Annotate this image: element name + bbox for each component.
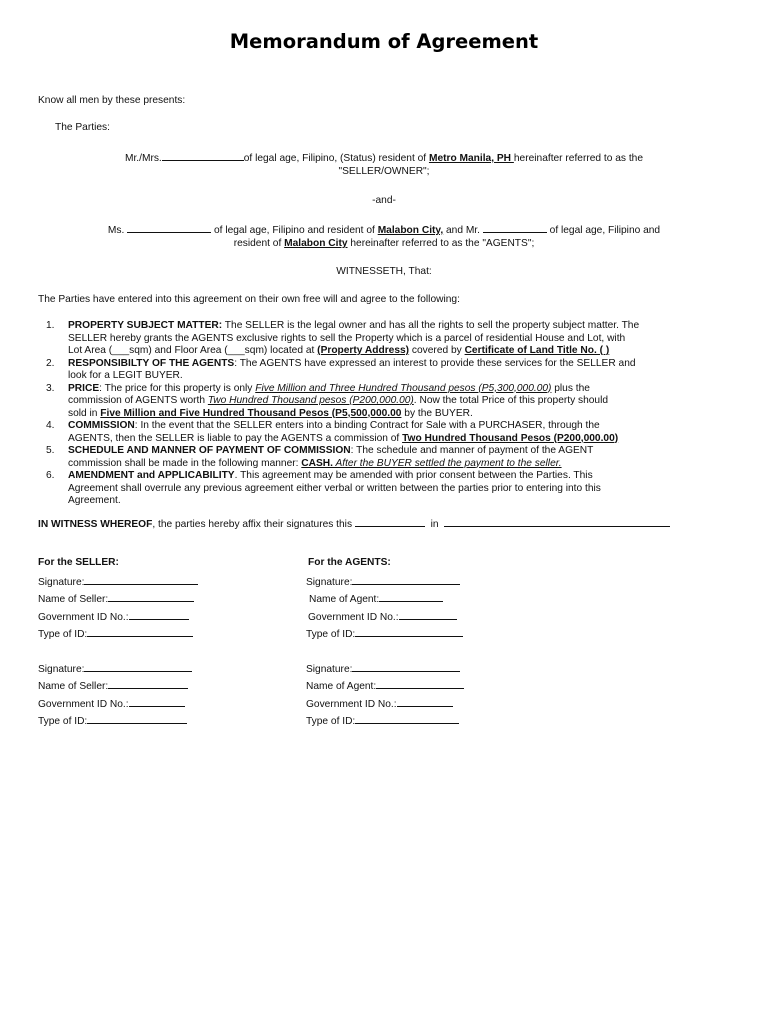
place-blank [444,516,670,527]
agents-party-line: Ms. of legal age, Filipino and resident of Malabon City, and Mr. of legal age, Filipino and [0,222,768,238]
intro-text: Know all men by these presents: [38,95,186,106]
seller-name-blank [162,150,244,161]
parties-heading: The Parties: [55,122,110,133]
witness-heading: IN WITNESS WHEREOF [38,519,153,530]
agent1-name-blank [127,222,211,233]
agent-govid-field: Government ID No.: [308,609,457,623]
agents-block-heading: For the AGENTS: [308,557,391,568]
clause-heading: PROPERTY SUBJECT MATTER: [68,320,223,331]
agent2-location: Malabon City [284,238,348,249]
seller-name-field: Name of Seller: [38,591,194,605]
seller-party-line: Mr./Mrs. of legal age, Filipino, (Status) resident of Metro Manila, PH hereinafter referred to as the [0,150,768,166]
clause-heading: AMENDMENT and APPLICABILITY [68,470,235,481]
clause-item: 2. RESPONSIBILTY OF THE AGENTS: The AGENTS have expressed an interest to provide these services for the SELLER and look for a LEGIT BUYER. [46,357,636,381]
seller-signature-field: Signature: [38,661,192,675]
clause-item: 5. SCHEDULE AND MANNER OF PAYMENT OF COMMISSION: The schedule and manner of payment of the AGENT commission shall be made in the following manner: CASH. After the BUYER settled the payment to the seller. [46,445,594,469]
clause-item: 6. AMENDMENT and APPLICABILITY. This agreement may be amended with prior consent between the Parties. This Agreement shall overrule any previous agreement either verbal or written between the parties prior to entering into this Agreement. [46,470,601,506]
witnesseth-heading: WITNESSETH, That: [336,266,432,277]
clause-heading: PRICE [68,382,100,394]
seller-location: Metro Manila, PH [428,153,514,164]
and-separator: -and- [372,195,396,206]
agreement-intro: The Parties have entered into this agreement on their own free will and agree to the following: [38,294,460,305]
agent2-name-blank [483,222,547,233]
agent-signature-field: Signature: [306,661,460,675]
seller-govid-field: Government ID No.: [38,609,189,623]
clause-heading: SCHEDULE AND MANNER OF PAYMENT OF COMMISSION [68,445,351,456]
agents-designation: resident of Malabon City hereinafter referred to as the "AGENTS"; [233,238,535,249]
date-blank [355,516,425,527]
agent-name-field: Name of Agent: [306,678,464,692]
agent-signature-field: Signature: [306,574,460,588]
witness-line: IN WITNESS WHEREOF, the parties hereby affix their signatures this in [38,516,670,532]
clause-heading: COMMISSION [68,420,135,431]
seller-designation: "SELLER/OWNER"; [338,166,430,177]
seller-idtype-field: Type of ID: [38,626,193,640]
agent-idtype-field: Type of ID: [306,713,459,727]
clause-heading: RESPONSIBILTY OF THE AGENTS [68,357,235,369]
seller-signature-field: Signature: [38,574,198,588]
agent1-location: Malabon City, [377,225,444,236]
seller-name-field: Name of Seller: [38,678,188,692]
clause-item: 4. COMMISSION: In the event that the SELLER enters into a binding Contract for Sale with a PURCHASER, through the AGENTS, then the SELLER is liable to pay the AGENTS a commission of Two Hundred Thousand Pesos (P200,000.00) [46,420,619,444]
document-title: Memorandum of Agreement [229,30,539,53]
seller-idtype-field: Type of ID: [38,713,187,727]
agent-name-field: Name of Agent: [309,591,443,605]
clause-item: 1. PROPERTY SUBJECT MATTER: The SELLER is the legal owner and has all the rights to sell the property subject matter. The SELLER hereby grants the AGENTS exclusive rights to sell the Property which is a parcel of residential House and Lot, with Lot Area (___sqm) and Floor Area (___sqm) located at (Property Address) covered by Certificate of Land Title No. ( ) [46,320,640,356]
agent-idtype-field: Type of ID: [306,626,463,640]
clause-item: 3. PRICE: The price for this property is only Five Million and Three Hundred Thousand pesos (P5,300,000.00) plus the commission of AGENTS worth Two Hundred Thousand pesos (P200,000.00). Now the total Price of this property should sold in Five Million and Five Hundred Thousand Pesos (P5,500,000.00 by the BUYER. [46,382,609,419]
seller-govid-field: Government ID No.: [38,696,185,710]
agent-govid-field: Government ID No.: [306,696,453,710]
clause-list [38,320,728,508]
seller-block-heading: For the SELLER: [38,557,119,568]
